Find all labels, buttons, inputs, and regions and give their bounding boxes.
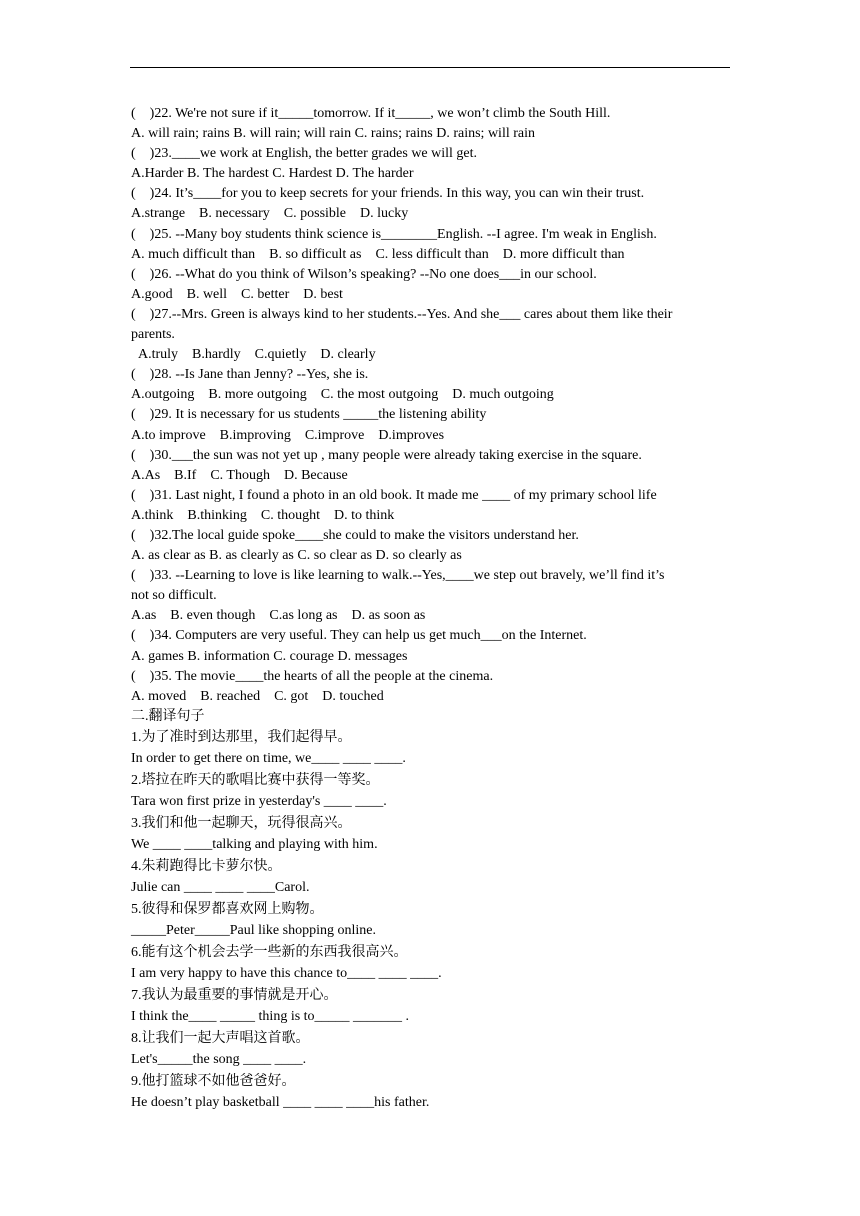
- question-27-cont: parents.: [131, 327, 175, 343]
- document-body: [131, 104, 731, 1114]
- translation-1-cn: 1.为了准时到达那里，我们起得早。: [131, 729, 352, 745]
- question-34: ( )34. Computers are very useful. They can help us get much___on the Internet.: [131, 628, 587, 644]
- header-rule: [130, 67, 730, 68]
- options-25: A. much difficult than B. so difficult as C. less difficult than D. more difficult than: [131, 246, 625, 262]
- options-29: A.to improve B.improving C.improve D.improves: [131, 427, 445, 443]
- translation-8-cn: 8.让我们一起大声唱这首歌。: [131, 1030, 310, 1046]
- section-title: 二.翻译句子: [131, 708, 205, 724]
- question-22: ( )22. We're not sure if it_____tomorrow. If it_____, we won’t climb the South Hill.: [131, 106, 611, 121]
- options-24: A.strange B. necessary C. possible D. lucky: [131, 206, 409, 222]
- translation-9-cn: 9.他打篮球不如他爸爸好。: [131, 1073, 296, 1089]
- options-30: A.As B.If C. Though D. Because: [131, 467, 348, 483]
- translation-2-en: Tara won first prize in yesterday's ____ ____.: [131, 794, 387, 810]
- translation-9-en: He doesn’t play basketball ____ ____ ____his father.: [131, 1095, 430, 1111]
- translation-6-cn: 6.能有这个机会去学一些新的东西我很高兴。: [131, 944, 408, 960]
- translation-5-cn: 5.彼得和保罗都喜欢网上购物。: [131, 901, 324, 917]
- question-23: ( )23.____we work at English, the better grades we will get.: [131, 146, 478, 162]
- options-33: A.as B. even though C.as long as D. as soon as: [131, 608, 426, 624]
- options-28: A.outgoing B. more outgoing C. the most outgoing D. much outgoing: [131, 387, 554, 403]
- translation-7-en: I think the____ _____ thing is to_____ _______ .: [131, 1009, 410, 1025]
- question-29: ( )29. It is necessary for us students _____the listening ability: [131, 407, 487, 423]
- translation-4-cn: 4.朱莉跑得比卡萝尔快。: [131, 858, 282, 874]
- options-23: A.Harder B. The hardest C. Hardest D. The harder: [131, 166, 414, 182]
- options-34: A. games B. information C. courage D. messages: [131, 648, 408, 664]
- translation-1-en: In order to get there on time, we____ ____ ____.: [131, 751, 406, 767]
- translation-7-cn: 7.我认为最重要的事情就是开心。: [131, 987, 338, 1003]
- question-25: ( )25. --Many boy students think science is________English. --I agree. I'm weak in English.: [131, 226, 657, 242]
- translation-6-en: I am very happy to have this chance to____ ____ ____.: [131, 966, 442, 982]
- question-24: ( )24. It’s____for you to keep secrets for your friends. In this way, you can win their trust.: [131, 186, 645, 202]
- question-30: ( )30.___the sun was not yet up , many people were already taking exercise in the square.: [131, 447, 642, 463]
- question-28: ( )28. --Is Jane than Jenny? --Yes, she is.: [131, 367, 369, 383]
- question-33-cont: not so difficult.: [131, 588, 217, 604]
- question-32: ( )32.The local guide spoke____she could to make the visitors understand her.: [131, 527, 579, 543]
- translation-3-en: We ____ ____talking and playing with him.: [131, 837, 378, 853]
- question-31: ( )31. Last night, I found a photo in an old book. It made me ____ of my primary school life: [131, 487, 657, 503]
- translation-4-en: Julie can ____ ____ ____Carol.: [131, 880, 310, 896]
- question-27: ( )27.--Mrs. Green is always kind to her students.--Yes. And she___ cares about them like their: [131, 306, 673, 322]
- translation-3-cn: 3.我们和他一起聊天，玩得很高兴。: [131, 815, 352, 831]
- options-27: A.truly B.hardly C.quietly D. clearly: [138, 347, 376, 363]
- options-26: A.good B. well C. better D. best: [131, 286, 343, 302]
- question-33: ( )33. --Learning to love is like learning to walk.--Yes,____we step out bravely, we’ll find it’s: [131, 568, 665, 584]
- question-35: ( )35. The movie____the hearts of all the people at the cinema.: [131, 668, 494, 684]
- question-26: ( )26. --What do you think of Wilson’s speaking? --No one does___in our school.: [131, 266, 597, 282]
- translation-5-en: _____Peter_____Paul like shopping online.: [131, 923, 376, 939]
- options-35: A. moved B. reached C. got D. touched: [131, 688, 384, 704]
- translation-8-en: Let's_____the song ____ ____.: [131, 1052, 307, 1068]
- options-32: A. as clear as B. as clearly as C. so clear as D. so clearly as: [131, 548, 462, 564]
- options-31: A.think B.thinking C. thought D. to think: [131, 507, 395, 523]
- options-22: A. will rain; rains B. will rain; will rain C. rains; rains D. rains; will rain: [131, 126, 535, 142]
- translation-2-cn: 2.塔拉在昨天的歌唱比赛中获得一等奖。: [131, 772, 380, 788]
